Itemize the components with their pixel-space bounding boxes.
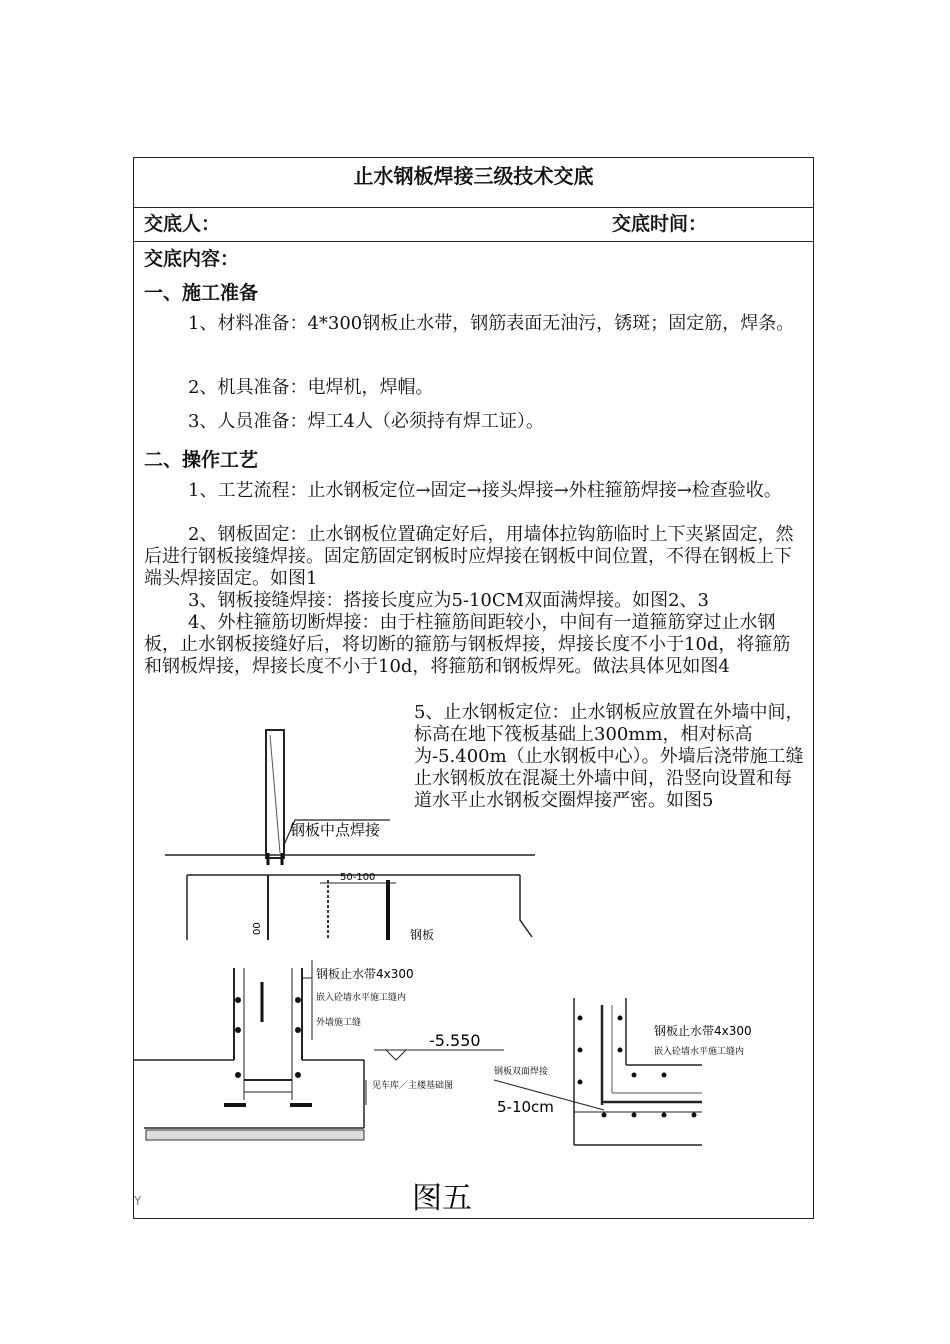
double-weld-label: 钢板双面焊接 <box>494 1067 549 1077</box>
strip-label: 钢板止水带4x300 <box>316 967 414 981</box>
op-position: 5、止水钢板定位：止水钢板应放置在外墙中间，标高在地下筏板基础上300mm，相对标高为-5.400m（止水钢板中心）。外墙后浇带施工缝止水钢板放在混凝土外墙中间，沿竖向设置和每道水平止水钢板交圈焊接严密。如图5 <box>414 702 804 811</box>
table-divider <box>133 207 814 208</box>
presenter-label: 交底人： <box>144 213 221 235</box>
joint-label: 外墙施工缝 <box>316 1018 362 1028</box>
figure-caption: 图五 <box>412 1181 472 1216</box>
op-joint: 3、钢板接缝焊接：搭接长度应为5-10CM双面满焊接。如图2、3 <box>188 590 709 611</box>
slab-label: 见车库／主楼基础图 <box>372 1081 454 1091</box>
embed-label: 嵌入砼墙水平施工缝内 <box>316 993 407 1003</box>
embed-label-right: 嵌入砼墙水平施工缝内 <box>654 1047 745 1057</box>
weld-label: 钢板中点焊接 <box>290 821 381 839</box>
prep-tools: 2、机具准备：电焊机，焊帽。 <box>188 377 434 398</box>
time-label: 交底时间： <box>612 213 708 235</box>
dim-label: 50-100 <box>340 872 376 883</box>
figure-plate-weld <box>160 725 540 940</box>
prep-materials: 1、材料准备：4*300钢板止水带，钢筋表面无油污，锈斑；固定筋，焊条。 <box>188 313 795 334</box>
content-label: 交底内容： <box>144 248 240 270</box>
section-heading: 二、操作工艺 <box>144 449 259 471</box>
section-heading: 一、施工准备 <box>144 282 259 304</box>
dim-mark: 00 <box>252 922 263 935</box>
document-title: 止水钢板焊接三级技术交底 <box>353 164 594 188</box>
strip-label-right: 钢板止水带4x300 <box>654 1024 752 1038</box>
plate-label: 钢板 <box>410 928 435 940</box>
op-flow: 1、工艺流程：止水钢板定位→固定→接头焊接→外柱箍筋焊接→检查验收。 <box>188 480 782 501</box>
dim-right-label: 5-10cm <box>497 1098 554 1116</box>
figure-five <box>134 940 813 1218</box>
prep-personnel: 3、人员准备：焊工4人（必须持有焊工证）。 <box>188 411 544 432</box>
elevation-label: -5.550 <box>429 1031 481 1050</box>
op-fix: 2、钢板固定：止水钢板位置确定好后，用墙体拉钩筋临时上下夹紧固定，然后进行钢板接缝焊接。固定筋固定钢板时应焊接在钢板中间位置，不得在钢板上下端头焊接固定。如图1 <box>144 524 794 589</box>
op-stirrup: 4、外柱箍筋切断焊接：由于柱箍筋间距较小，中间有一道箍筋穿过止水钢板，止水钢板接缝好后，将切断的箍筋与钢板焊接，焊接长度不小于10d，将箍筋和钢板焊接，焊接长度不小于10d，将箍筋和钢板焊死。做法具体见如图4 <box>144 612 791 677</box>
table-divider <box>133 241 814 242</box>
margin-mark: Y <box>134 1194 142 1208</box>
